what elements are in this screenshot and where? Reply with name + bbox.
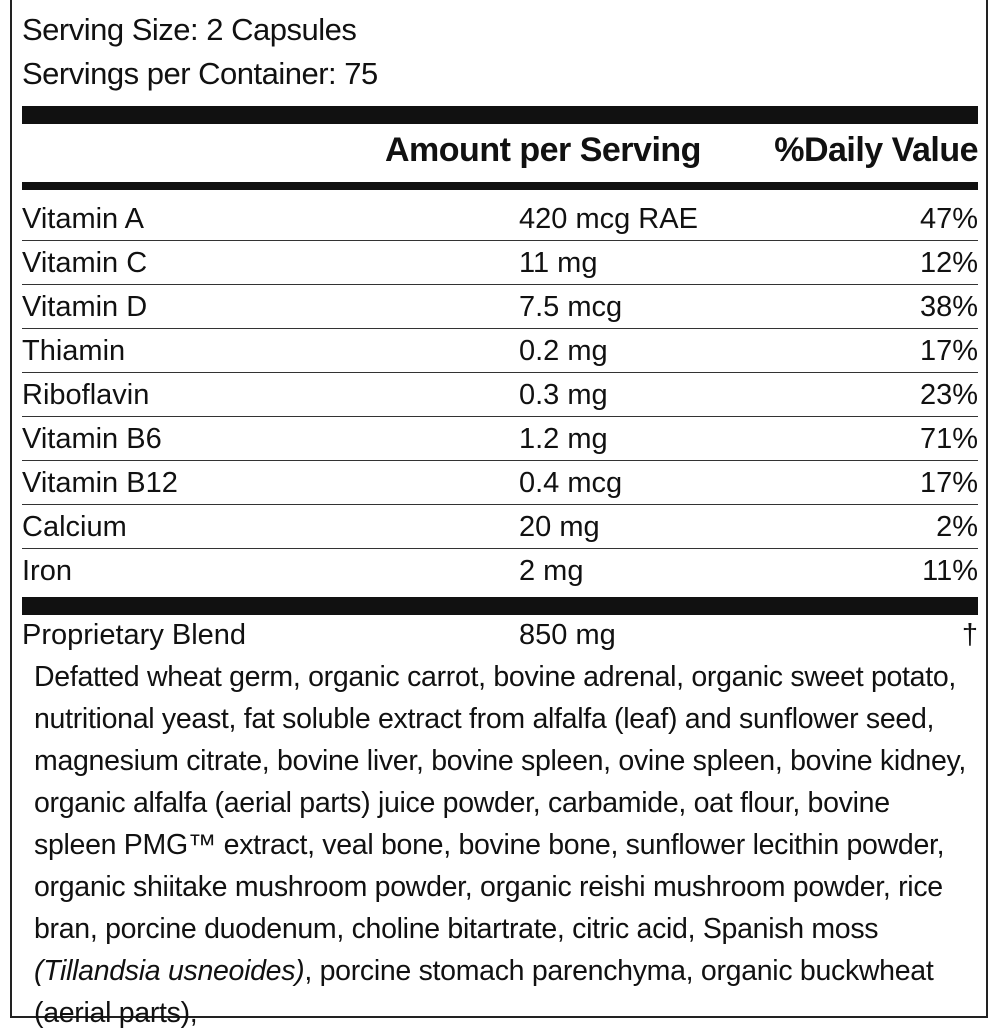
nutrient-name: Thiamin: [22, 335, 126, 367]
nutrient-daily-value: 71%: [919, 423, 978, 455]
nutrient-amount: 20 mg: [519, 511, 600, 543]
proprietary-blend-row: [22, 614, 978, 657]
divider-medium: [22, 182, 978, 190]
nutrient-name: Vitamin B12: [22, 467, 178, 499]
nutrient-amount: 420 mcg RAE: [519, 203, 698, 235]
nutrient-name: Vitamin A: [22, 203, 144, 235]
nutrient-name: Calcium: [22, 511, 127, 543]
nutrient-row: [22, 462, 978, 505]
blend-amount: 850 mg: [519, 619, 616, 651]
nutrient-row: [22, 242, 978, 285]
nutrient-amount: 0.2 mg: [519, 335, 608, 367]
nutrient-name: Vitamin C: [22, 247, 148, 279]
nutrient-name: Vitamin D: [22, 291, 148, 323]
nutrient-daily-value: 38%: [919, 291, 978, 323]
nutrient-amount: 7.5 mcg: [519, 291, 623, 323]
nutrient-amount: 2 mg: [519, 555, 584, 587]
nutrient-daily-value: 47%: [919, 203, 978, 235]
serving-info: [22, 8, 378, 96]
serving-size: Serving Size: 2 Capsules: [22, 12, 357, 47]
nutrient-amount: 0.3 mg: [519, 379, 608, 411]
nutrient-amount: 11 mg: [519, 247, 598, 279]
blend-dagger: †: [961, 619, 978, 651]
nutrient-amount: 1.2 mg: [519, 423, 608, 455]
nutrient-name: Iron: [22, 555, 72, 587]
servings-per-container: Servings per Container: 75: [22, 56, 378, 91]
nutrient-row: [22, 374, 978, 417]
divider-thick: [22, 106, 978, 124]
nutrient-row: [22, 506, 978, 549]
nutrient-daily-value: 23%: [919, 379, 978, 411]
nutrient-name: Riboflavin: [22, 379, 150, 411]
nutrient-row: [22, 550, 978, 593]
nutrient-amount: 0.4 mcg: [519, 467, 623, 499]
nutrient-row: [22, 330, 978, 373]
ingredients-text: Defatted wheat germ, organic carrot, bovine adrenal, organic sweet potato, nutritional yeast, fat soluble extract from alfalfa (leaf) and sunflower seed, magnesium citrate, bovine liver, bovine spleen, ovine spleen, bovine kidney, organic alfalfa (aerial parts) juice powder, carbamide, oat flour, bovine spleen PMG™ extract, veal bone, bovine bone, sunflower lecithin powder, organic shiitake mushroom powder, organic reishi mushroom powder, rice bran, porcine duodenum, choline bitartrate, citric acid, Spanish moss: [34, 661, 966, 945]
nutrient-row: [22, 418, 978, 461]
divider-thick-bottom: [22, 597, 978, 615]
nutrient-daily-value: 12%: [919, 247, 978, 279]
ingredients-text-2: , porcine stomach parenchyma, organic buckwheat (aerial parts),: [34, 955, 934, 1029]
table-header: [22, 126, 978, 174]
nutrient-name: Vitamin B6: [22, 423, 162, 455]
header-amount: Amount per Serving: [385, 131, 701, 169]
nutrient-daily-value: 11%: [922, 555, 978, 587]
blend-name: Proprietary Blend: [22, 619, 247, 651]
header-daily-value: %Daily Value: [774, 131, 978, 169]
blend-ingredients: [34, 656, 969, 1034]
nutrient-daily-value: 17%: [919, 335, 978, 367]
nutrient-daily-value: 2%: [936, 511, 978, 543]
nutrient-row: [22, 198, 978, 241]
nutrient-row: [22, 286, 978, 329]
ingredients-italic: (Tillandsia usneoides): [34, 955, 305, 987]
nutrient-daily-value: 17%: [919, 467, 978, 499]
